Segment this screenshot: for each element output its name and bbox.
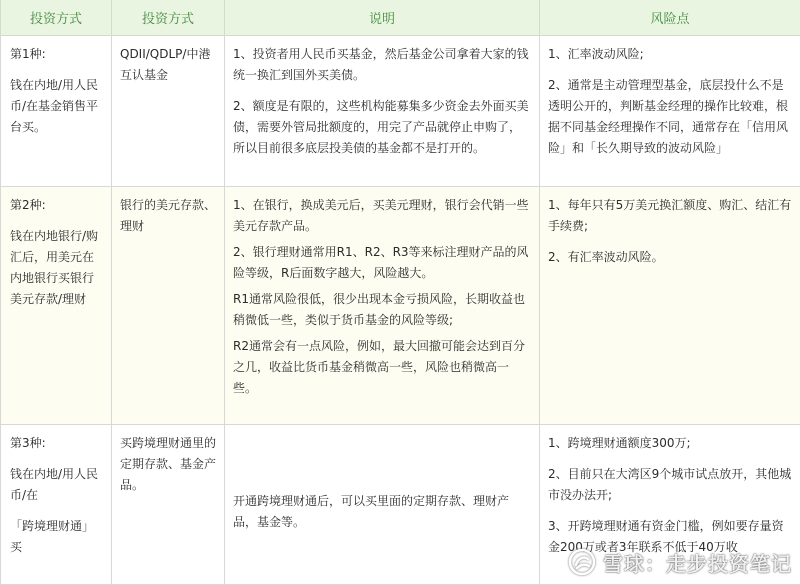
method-title: 第1种:	[10, 44, 105, 65]
cell-product	[112, 425, 225, 585]
description-item: 1、在银行，换成美元后，买美元理财，银行会代销一些美元存款产品。	[233, 195, 531, 237]
cell-method	[1, 425, 112, 585]
cell-risk	[540, 425, 800, 585]
cell-method	[1, 187, 112, 425]
cell-risk	[540, 187, 800, 425]
method-title: 第3种:	[10, 433, 105, 454]
cell-product	[112, 187, 225, 425]
cell-method	[1, 36, 112, 187]
cell-risk	[540, 36, 800, 187]
risk-item: 1、跨境理财通额度300万;	[548, 433, 792, 454]
header-cell-risk: 风险点	[540, 0, 800, 36]
product-text: 银行的美元存款、理财	[120, 195, 216, 237]
header-cell-method: 投资方式	[1, 0, 112, 36]
method-desc: 钱在内地银行/购汇后，用美元在内地银行买银行美元存款/理财	[10, 226, 105, 310]
risk-item: 2、通常是主动管理型基金，底层投什么不是透明公开的，判断基金经理的操作比较难，根据不同基金经理操作不同，通常存在「信用风险」和「长久期导致的波动风险」	[548, 75, 792, 159]
table-row	[1, 425, 800, 585]
description-item: 2、银行理财通常用R1、R2、R3等来标注理财产品的风险等级，R后面数字越大，风险越大。	[233, 242, 531, 284]
risk-item: 2、有汇率波动风险。	[548, 247, 792, 268]
method-title: 第2种:	[10, 195, 105, 216]
cell-description	[225, 187, 540, 425]
description-item: 开通跨境理财通后，可以买里面的定期存款、理财产品，基金等。	[233, 433, 531, 533]
cell-description	[225, 425, 540, 585]
method-desc: 「跨境理财通」买	[10, 516, 105, 558]
risk-item: 3、开跨境理财通有资金门槛，例如要存量资金200万或者3年联系不低于40万收	[548, 516, 792, 558]
description-item: 1、投资者用人民币买基金，然后基金公司拿着大家的钱统一换汇到国外买美债。	[233, 44, 531, 86]
table-row	[1, 36, 800, 187]
header-cell-method-2: 投资方式	[112, 0, 225, 36]
method-desc: 钱在内地/用人民币/在基金销售平台买。	[10, 75, 105, 138]
description-item: 2、额度是有限的，这些机构能募集多少资金去外面买美债，需要外管局批额度的，用完了产品就停止申购了，所以目前很多底层投美债的基金都不是打开的。	[233, 96, 531, 159]
method-desc: 钱在内地/用人民币/在	[10, 464, 105, 506]
description-item: R2通常会有一点风险，例如，最大回撤可能会达到百分之几，收益比货币基金稍微高一些，风险也稍微高一些。	[233, 336, 531, 399]
table-header-row	[1, 0, 800, 36]
risk-item: 1、汇率波动风险;	[548, 44, 792, 65]
product-text: 买跨境理财通里的定期存款、基金产品。	[120, 433, 216, 496]
risk-item: 2、目前只在大湾区9个城市试点放开，其他城市没办法开;	[548, 464, 792, 506]
cell-description	[225, 36, 540, 187]
description-item: R1通常风险很低，很少出现本金亏损风险，长期收益也稍微低一些，类似于货币基金的风险等级;	[233, 289, 531, 331]
product-text: QDII/QDLP/中港互认基金	[120, 44, 216, 86]
watermark-text: 雪球：走步投资笔记	[603, 548, 792, 577]
risk-item: 1、每年只有5万美元换汇额度、购汇、结汇有手续费;	[548, 195, 792, 237]
cell-product	[112, 36, 225, 187]
header-cell-description: 说明	[225, 0, 540, 36]
table-row	[1, 187, 800, 425]
